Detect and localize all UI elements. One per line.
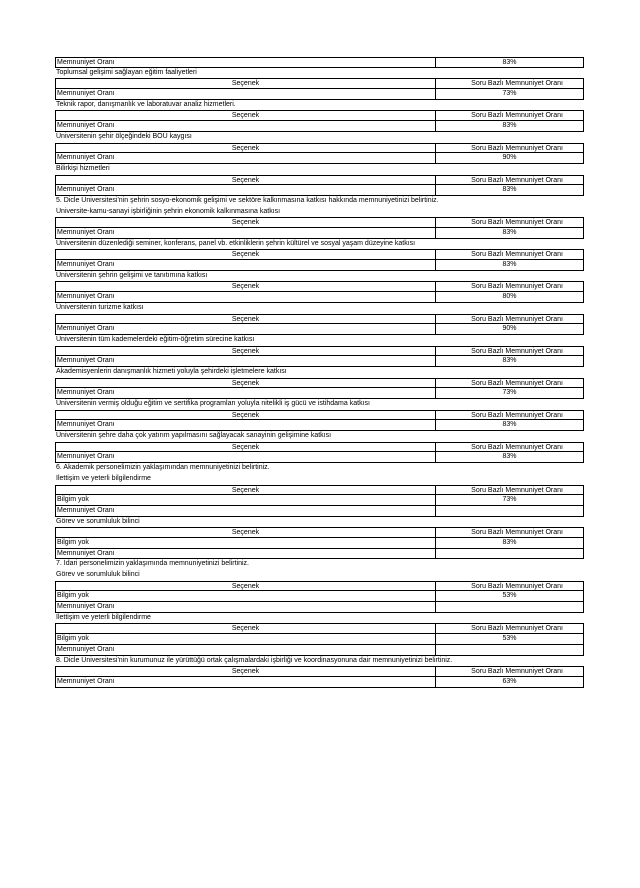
option-column-header: Seçenek <box>55 410 436 421</box>
question-heading: Görev ve sorumluluk bilinci <box>56 517 140 525</box>
table-header-row <box>55 175 585 186</box>
question-heading: Üniversitenin şehre daha çok yatırım yapılmasını sağlayacak sanayinin gelişimine katkısı <box>56 432 332 440</box>
rate-column-header: Soru Bazlı Memnuniyet Oranı <box>435 527 584 538</box>
option-column-header: Seçenek <box>55 175 436 186</box>
row-label-cell: Memnuniyet Oranı <box>55 645 436 656</box>
row-label-cell: Memnuniyet Oranı <box>55 602 436 613</box>
row-value-cell: 53% <box>435 591 584 602</box>
row-value-cell: 73% <box>435 89 584 100</box>
question-heading: Üniversitenin düzenlediği seminer, konferans, panel vb. etkinliklerin şehrin kültürel ve sosyal yaşam düzeyine katkısı <box>56 239 416 247</box>
row-value-cell: 83% <box>435 260 584 271</box>
row-value-cell: 73% <box>435 495 584 506</box>
table-header-row <box>55 666 585 677</box>
row-label-cell: Bilgim yok <box>55 591 436 602</box>
option-column-header: Seçenek <box>55 110 436 121</box>
row-label-cell: Memnuniyet Oranı <box>55 549 436 560</box>
survey-document <box>55 57 585 688</box>
table-row <box>55 153 585 164</box>
row-value-cell: 83% <box>435 121 584 132</box>
table-row <box>55 645 585 656</box>
question-heading: 6. Akademik personelimizin yaklaşımından memnuniyetinizi belirtiniz. <box>56 464 270 472</box>
row-value-cell: 83% <box>435 356 584 367</box>
table-row <box>55 677 585 688</box>
option-column-header: Seçenek <box>55 217 436 228</box>
rate-column-header: Soru Bazlı Memnuniyet Oranı <box>435 410 584 421</box>
option-column-header: Seçenek <box>55 143 436 154</box>
row-label-cell: Bilgim yok <box>55 538 436 549</box>
option-column-header: Seçenek <box>55 666 436 677</box>
table-header-row <box>55 143 585 154</box>
table-row <box>55 185 585 196</box>
row-value-cell: 63% <box>435 677 584 688</box>
row-label-cell: Memnuniyet Oranı <box>55 121 436 132</box>
table-row <box>55 634 585 645</box>
row-value-cell: 53% <box>435 634 584 645</box>
row-value-cell <box>435 549 584 560</box>
option-column-header: Seçenek <box>55 527 436 538</box>
table-header-row <box>55 623 585 634</box>
table-row <box>55 495 585 506</box>
rate-column-header: Soru Bazlı Memnuniyet Oranı <box>435 442 584 453</box>
rate-column-header: Soru Bazlı Memnuniyet Oranı <box>435 78 584 89</box>
option-column-header: Seçenek <box>55 442 436 453</box>
question-heading: Teknik rapor, danışmanlık ve laboratuvar analiz hizmetleri. <box>56 100 236 108</box>
question-heading: Üniversitenin tüm kademelerdeki eğitim-öğretim sürecine katkısı <box>56 335 255 343</box>
option-column-header: Seçenek <box>55 249 436 260</box>
rate-column-header: Soru Bazlı Memnuniyet Oranı <box>435 281 584 292</box>
table-header-row <box>55 217 585 228</box>
option-column-header: Seçenek <box>55 623 436 634</box>
question-heading: Görev ve sorumluluk bilinci <box>56 571 140 578</box>
row-label-cell: Memnuniyet Oranı <box>55 506 436 517</box>
table-header-row <box>55 314 585 325</box>
row-value-cell <box>435 602 584 613</box>
question-heading: Bilirkişi hizmetleri <box>56 164 110 172</box>
table-header-row <box>55 527 585 538</box>
row-label-cell: Bilgim yok <box>55 634 436 645</box>
row-label-cell: Memnuniyet Oranı <box>55 57 436 68</box>
row-label-cell: Memnuniyet Oranı <box>55 356 436 367</box>
row-value-cell: 83% <box>435 538 584 549</box>
table-row <box>55 506 585 517</box>
table-row <box>55 57 585 68</box>
row-label-cell: Memnuniyet Oranı <box>55 420 436 431</box>
option-column-header: Seçenek <box>55 78 436 89</box>
rate-column-header: Soru Bazlı Memnuniyet Oranı <box>435 485 584 496</box>
table-header-row <box>55 346 585 357</box>
rate-column-header: Soru Bazlı Memnuniyet Oranı <box>435 581 584 592</box>
question-heading: 7. İdari personelimizin yaklaşımında memnuniyetinizi belirtiniz. <box>56 560 249 568</box>
row-value-cell: 90% <box>435 153 584 164</box>
table-header-row <box>55 485 585 496</box>
table-row <box>55 388 585 399</box>
table-row <box>55 591 585 602</box>
row-value-cell <box>435 645 584 656</box>
row-label-cell: Bilgim yok <box>55 495 436 506</box>
question-heading: Üniversitenin turizme katkısı <box>56 303 144 311</box>
row-value-cell: 73% <box>435 388 584 399</box>
table-row <box>55 89 585 100</box>
row-value-cell: 90% <box>435 324 584 335</box>
rate-column-header: Soru Bazlı Memnuniyet Oranı <box>435 623 584 634</box>
row-label-cell: Memnuniyet Oranı <box>55 677 436 688</box>
row-label-cell: Memnuniyet Oranı <box>55 324 436 335</box>
question-heading: Üniversitenin vermiş olduğu eğitim ve sertifika programları yoluyla nitelikli iş gücü ve istihdama katkısı <box>56 400 370 407</box>
table-row <box>55 324 585 335</box>
question-heading: Üniversitenin şehir ölçeğindeki BOÜ kaygısı <box>56 132 192 140</box>
table-header-row <box>55 581 585 592</box>
row-value-cell: 80% <box>435 292 584 303</box>
table-header-row <box>55 281 585 292</box>
rate-column-header: Soru Bazlı Memnuniyet Oranı <box>435 346 584 357</box>
option-column-header: Seçenek <box>55 485 436 496</box>
table-header-row <box>55 378 585 389</box>
rate-column-header: Soru Bazlı Memnuniyet Oranı <box>435 378 584 389</box>
question-heading: Üniversitenin şehrin gelişimi ve tanıtımına katkısı <box>56 271 208 279</box>
row-value-cell: 83% <box>435 452 584 463</box>
option-column-header: Seçenek <box>55 581 436 592</box>
rate-column-header: Soru Bazlı Memnuniyet Oranı <box>435 175 584 186</box>
row-label-cell: Memnuniyet Oranı <box>55 89 436 100</box>
rate-column-header: Soru Bazlı Memnuniyet Oranı <box>435 110 584 121</box>
table-row <box>55 602 585 613</box>
row-label-cell: Memnuniyet Oranı <box>55 388 436 399</box>
question-heading: Toplumsal gelişimi sağlayan eğitim faaliyetleri <box>56 68 197 76</box>
question-heading: Akademisyenlerin danışmanlık hizmeti yoluyla şehirdeki işletmelere katkısı <box>56 367 287 375</box>
row-value-cell: 83% <box>435 57 584 68</box>
option-column-header: Seçenek <box>55 378 436 389</box>
rate-column-header: Soru Bazlı Memnuniyet Oranı <box>435 217 584 228</box>
option-column-header: Seçenek <box>55 314 436 325</box>
question-heading: 5. Dicle Üniversitesi'nin şehrin sosyo-ekonomik gelişimi ve sektöre kalkınmasına katkısı hakkında memnuniyetinizi belirtiniz. <box>56 196 439 204</box>
table-header-row <box>55 410 585 421</box>
rate-column-header: Soru Bazlı Memnuniyet Oranı <box>435 666 584 677</box>
table-row <box>55 538 585 549</box>
option-column-header: Seçenek <box>55 346 436 357</box>
table-header-row <box>55 78 585 89</box>
row-label-cell: Memnuniyet Oranı <box>55 153 436 164</box>
row-value-cell: 83% <box>435 185 584 196</box>
table-row <box>55 420 585 431</box>
table-header-row <box>55 249 585 260</box>
row-value-cell: 83% <box>435 420 584 431</box>
table-row <box>55 121 585 132</box>
row-value-cell <box>435 506 584 517</box>
table-row <box>55 228 585 239</box>
table-row <box>55 452 585 463</box>
row-label-cell: Memnuniyet Oranı <box>55 452 436 463</box>
row-label-cell: Memnuniyet Oranı <box>55 260 436 271</box>
table-header-row <box>55 110 585 121</box>
rate-column-header: Soru Bazlı Memnuniyet Oranı <box>435 314 584 325</box>
question-heading: Üniversite-kamu-sanayi işbirliğinin şehrin ekonomik kalkınmasına katkısı <box>56 207 281 215</box>
table-row <box>55 260 585 271</box>
table-row <box>55 292 585 303</box>
question-heading: 8. Dicle Üniversitesi'nin kurumunuz ile yürüttüğü ortak çalışmalardaki işbirliği ve koordinasyonuna dair memnuniyetinizi belirtiniz. <box>56 656 453 664</box>
rate-column-header: Soru Bazlı Memnuniyet Oranı <box>435 249 584 260</box>
table-row <box>55 356 585 367</box>
option-column-header: Seçenek <box>55 281 436 292</box>
row-label-cell: Memnuniyet Oranı <box>55 228 436 239</box>
row-label-cell: Memnuniyet Oranı <box>55 185 436 196</box>
table-header-row <box>55 442 585 453</box>
question-heading: İlettişim ve yeterli bilgilendirme <box>56 613 151 621</box>
question-heading: İlettişim ve yeterli bilgilendirme <box>56 474 151 482</box>
table-row <box>55 549 585 560</box>
row-value-cell: 83% <box>435 228 584 239</box>
rate-column-header: Soru Bazlı Memnuniyet Oranı <box>435 143 584 154</box>
row-label-cell: Memnuniyet Oranı <box>55 292 436 303</box>
